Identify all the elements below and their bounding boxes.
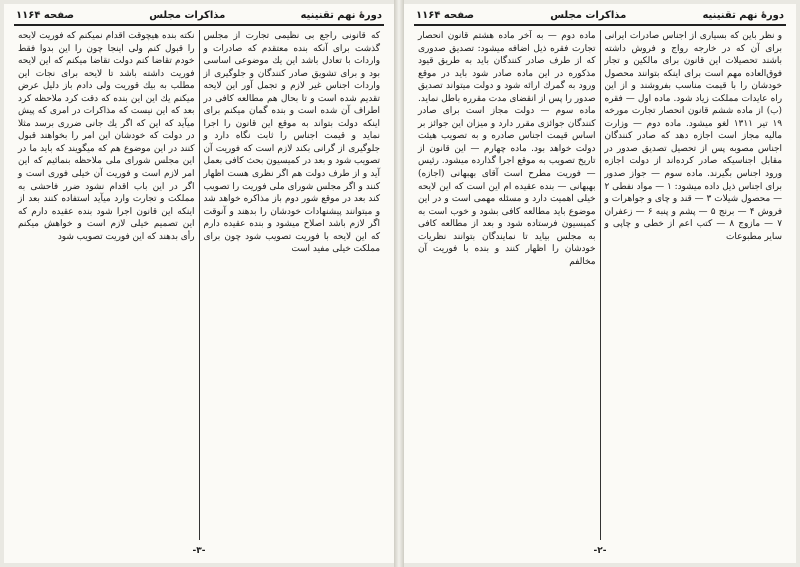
right-page-number: -٢- (593, 546, 607, 556)
right-header-page-label: صفحه ۱۱۶۴ (416, 10, 475, 21)
left-header-session: دورهٔ نهم تقنینیه (300, 10, 382, 21)
left-page-number: -٣- (192, 546, 206, 556)
column-divider (199, 30, 200, 540)
right-page-header (414, 10, 786, 26)
right-page (404, 4, 796, 563)
right-header-title: مذاکرات مجلس (550, 10, 627, 21)
left-page-column-right-text: كه قانونی راجع بی نظيمی تجارت از مجلس گذشت برای آنكه بنده معتقدم كه صادرات و واردات با تعادل باشد اين يك موضوعی اساسی بود و برای تشويق صادر كنندگان و جلوگيری از واردات اجناس غير لازم و تجمل آور اين لايحه تقديم شده است و تا بحال هم مطالعه كافی در اطراف آن شده است و بنده گمان ميكنم برای اينكه دولت بتواند به موقع اين قانون را اجرا نمايد و قيمت اجناس را ثابت نگاه دارد و جلوگيری از گرانی بكند لازم است كه فوريت آن تصويب شود و بعد در كميسيون بحث كافی بعمل آيد و از طرف دولت هم اگر نظری هست اظهار كنند و اگر مجلس شورای ملی فوريت را تصويب كند بعد در موقع شور دوم باز مذاكره خواهد شد و ميتوانند پيشنهادات خودشان را بدهند و آنوقت اگر لازم باشد اصلاح ميشود و بنده عقيده دارم كه اين لايحه با فوريت تصويب شود چون برای مملكت خيلی مفيد است (203, 31, 380, 255)
book-gutter (394, 0, 404, 567)
left-page-column-right (200, 30, 385, 540)
left-header-title: مذاکرات مجلس (149, 10, 226, 21)
right-page-column-right-text: و نظر باين كه بسياری از اجناس صادرات ايرانی برای آن كه در خارجه رواج و فروش داشته باشند تحصيلات اين قانون برای مالكين و تجار فوق‌العاده مهم است برای اينكه بتوانند محصول خودشان را با قيمت مناسب بفروشند و از اين راه عايدات مملكت زياد شود. ماده اول — فقره (ب) از ماده ششم قانون انحصار تجارت مورخه ۱۹ تیر ۱۳۱۱ لغو ميشود. ماده دوم — وزارت ماليه مجاز است اجازه دهد كه صادر كنندگان اجناس مصوبه پس از تحصيل تصديق صدور در مقابل اجناسيكه صادر كرده‌اند از دولت اجازه ورود اجناس بگيرند. ماده سوم — جواز صدور برای اجناس ذيل داده ميشود: ۱ — مواد نفطی ۲ — محصول شيلات ۳ — قند و چای و جواهرات و فروش ۴ — برنج ۵ — پشم و پنبه ۶ — زعفران ۷ — مازوج ۸ — كتب اعم از خطی و چاپی و ساير مطبوعات (604, 31, 782, 242)
left-page-column-left (14, 30, 199, 540)
right-page-columns (414, 30, 786, 540)
left-page-column-left-text: نكته بنده هيچوقت اقدام نميكنم كه فوريت لايحه را قبول كنم ولی اينجا چون را اين بدوا فقط خودم تقاضا كنم دولت تقاضا ميكنم كه اين لايحه فوريت داشته باشد تا لايحه برای نجات اين مطلب به بيك قوريت ولی دادم باز دليل عرض ميكنم يك اين اين بنده كه دقت كرد ملاحظه كرد بعد كه اين نيست كه مذاكرات در امری كه پيش ميآيد كه اين كه اگر يك جانی ضرری برسد مثلا در دولت كه خودشان اين امر را بخواهند قبول كنند در اين موضوع هم كه ميگويند كه بايد ما در اين مجلس شورای ملی ملاحظه بنمائيم كه اين امر لازم است و فوريت آن خيلی فوری است و اگر در اين باب اقدام نشود ضرر فاحشی به مملكت و تجارت وارد ميآيد استفاده كنند بعد از اينكه اين قانون اجرا شود بنده عقيده دارم كه اين تصميم خيلی لازم است و خواهش ميكنم رأی بدهند كه اين فوريت تصويب شود (18, 31, 195, 242)
column-divider (600, 30, 601, 540)
left-page-columns (14, 30, 384, 540)
right-page-column-left (414, 30, 600, 540)
left-page (4, 4, 394, 563)
right-page-column-left-text: ماده دوم — به آخر ماده هشتم قانون انحصار تجارت فقره ذيل اضافه ميشود: تصديق صدوری كه از طرف صادر كنندگان بايد به طريق قيود مذكوره در اين ماده صادر شود بايد در موقع ورود به گمرك ارائه شود و دولت ميتواند تصديق صدور را پس از انقضای مدت مقرره باطل نمايد. ماده سوم — دولت مجاز است برای صادر كنندگان جوائزی مقرر دارد و ميزان اين جوائز بر اساس قيمت اجناس صادره و به تصويب هيئت دولت خواهد بود. ماده چهارم — اين قانون از تاريخ تصويب به موقع اجرا گذارده ميشود. رئيس — فوريت مطرح است آقای بهبهانی (اجازه) بهبهانی — بنده عقيده ام اين است كه اين لايحه خيلی اهميت دارد و مسئله مهمی است و در اين موضوع بايد مطالعه كافی بشود و خوب است به كميسيون فرستاده شود و بعد از مطالعه كافی به مجلس بيايد تا نمايندگان بتوانند نظريات خودشان را اظهار كنند و بنده با فوريت آن مخالفم (418, 31, 596, 267)
left-page-header (14, 10, 384, 26)
right-header-session: دورهٔ نهم تقنینیه (702, 10, 784, 21)
left-header-page-label: صفحه ۱۱۶۴ (16, 10, 75, 21)
right-page-column-right (601, 30, 787, 540)
